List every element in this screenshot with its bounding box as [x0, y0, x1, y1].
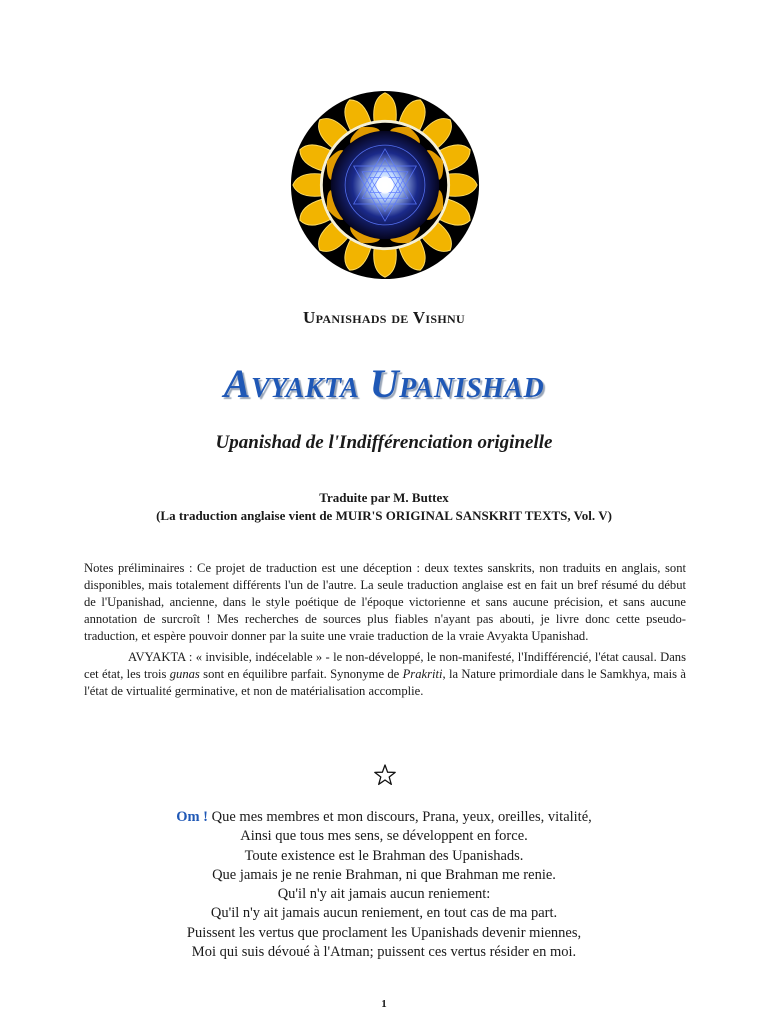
definition-text: , la Nature primordiale dans le Samkhya, mais à l'état de virtualité germinative, et non de matérialisation accomplie.	[84, 667, 686, 698]
verse-line: Moi qui suis dévoué à l'Atman; puissent ces vertus résider en moi.	[191, 944, 577, 961]
verse-line: Que jamais je ne renie Brahman, ni que Brahman me renie.	[212, 866, 556, 883]
avyakta-definition	[84, 649, 686, 700]
translator-line: Traduite par M. Buttex	[319, 490, 449, 505]
definition-text: AVYAKTA : « invisible, indécelable » - le non-développé, le non-manifesté, l'Indifférencié, l'état causal. Dans cet état, les trois	[84, 650, 686, 681]
star-ornament-icon	[373, 763, 397, 787]
notes-text: : Ce projet de traduction est une déception : deux textes sanskrits, non traduits en anglais, sont disponibles, mais totalement différents l'un de l'autre. La seule traduction anglaise est en fait un bref résumé du début de l'Upanishad, ancienne, dans le style poétique de l'époque victorienne et sans aucune précision, et sans aucune annotation de surcroît ! Mes recherches de sources plus fiables n'ayant pas abouti, je livre donc cette pseudo-traduction, et espère pouvoir donner par la suite une vraie traduction de la vraie Avyakta Upanishad.	[84, 561, 686, 643]
verse-line	[0, 808, 768, 827]
notes-paragraph	[84, 560, 686, 645]
page-number: 1	[381, 998, 387, 1010]
definition-text: sont en équilibre parfait. Synonyme de	[199, 667, 403, 681]
sri-yantra-emblem	[290, 90, 480, 280]
document-title: Avyakta Upanishad	[223, 361, 545, 406]
verse-line-text: Que mes membres et mon discours, Prana, yeux, oreilles, vitalité,	[208, 809, 592, 825]
verse-line: Puissent les vertus que proclament les Upanishads devenir miennes,	[186, 924, 582, 941]
notes-label: Notes préliminaires	[84, 561, 185, 575]
verse-line: Qu'il n'y ait jamais aucun reniement:	[277, 886, 491, 903]
prakriti-term: Prakriti	[402, 667, 443, 681]
translation-credits	[0, 489, 768, 525]
source-line: (La traduction anglaise vient de MUIR'S ORIGINAL SANSKRIT TEXTS, Vol. V)	[156, 508, 612, 523]
verse-line: Ainsi que tous mes sens, se développent en force.	[240, 828, 528, 845]
invocation-verse	[0, 808, 768, 962]
verse-line: Qu'il n'y ait jamais aucun reniement, en tout cas de ma part.	[210, 905, 558, 922]
gunas-term: gunas	[169, 667, 200, 681]
om-word: Om !	[176, 809, 209, 825]
preliminary-notes	[84, 560, 686, 700]
verse-line: Toute existence est le Brahman des Upanishads.	[244, 847, 524, 864]
document-subtitle: Upanishad de l'Indifférenciation originelle	[215, 432, 553, 453]
series-title: Upanishads de Vishnu	[303, 308, 465, 327]
